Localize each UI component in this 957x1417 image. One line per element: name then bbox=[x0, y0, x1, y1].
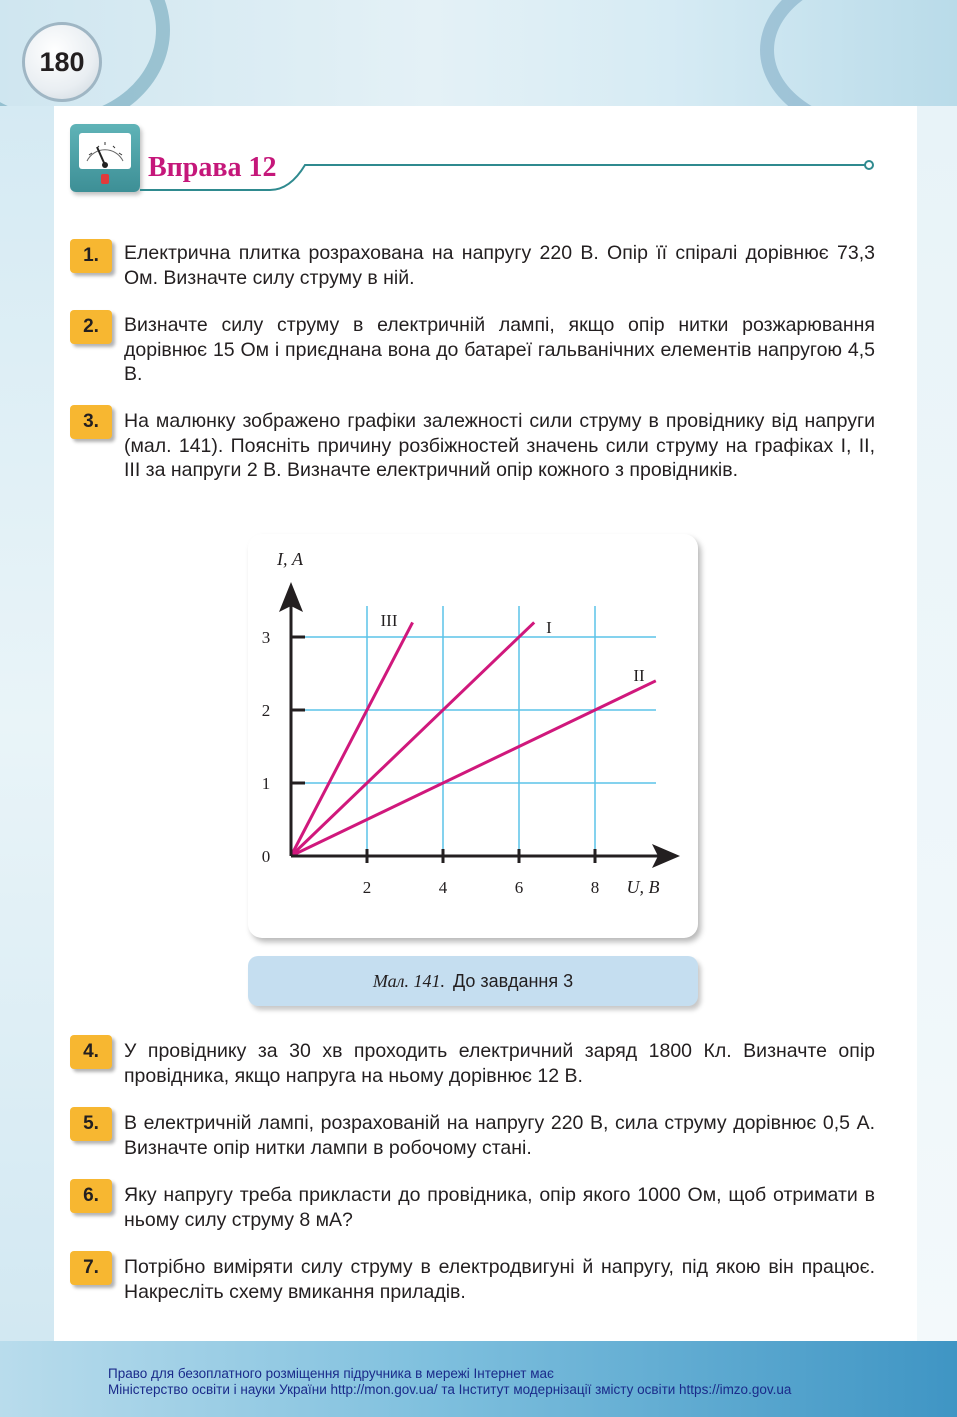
series-label-III: III bbox=[380, 611, 398, 630]
task-text: На малюнку зображено графіки залежності сили струму в провіднику від напруги (мал. 141). Поясніть причину розбіжностей значень сили струму на графіках І, ІІ, ІІІ за напруги 2 В. Визначте електричний опір кожного з провідників. bbox=[124, 410, 875, 481]
task-text: Визначте силу струму в електричній лампі, якщо опір нитки розжарювання дорівнює 15 Ом і приєднана вона до батареї гальванічних елементів напругою 4,5 В. bbox=[124, 314, 875, 385]
series-line-I bbox=[291, 622, 534, 856]
page-number-badge bbox=[22, 22, 102, 102]
x-axis-label: U, В bbox=[626, 877, 660, 897]
task-number-badge: 4. bbox=[70, 1035, 112, 1069]
copyright-footer bbox=[108, 1366, 928, 1398]
series-line-II bbox=[291, 681, 656, 856]
x-tick-label: 8 bbox=[590, 878, 600, 897]
figure-caption bbox=[248, 956, 698, 1006]
x-tick-label: 2 bbox=[362, 878, 372, 897]
ammeter-icon bbox=[70, 124, 140, 192]
task-number-badge: 2. bbox=[70, 310, 112, 344]
x-tick-label: 6 bbox=[514, 878, 524, 897]
task-text: В електричній лампі, розрахованій на напругу 220 В, сила струму дорівнює 0,5 А. Визначте опір нитки лампи в робочому стані. bbox=[124, 1112, 875, 1159]
y-tick-label: 1 bbox=[261, 774, 271, 793]
task-number-badge: 6. bbox=[70, 1179, 112, 1213]
x-tick-label: 4 bbox=[438, 878, 448, 897]
footer-line-2: Міністерство освіти і науки України http://mon.gov.ua/ та Інститут модернізації змісту освіти https://imzo.gov.ua bbox=[108, 1382, 792, 1397]
right-decorative-band bbox=[917, 106, 957, 1341]
meter-face bbox=[79, 133, 131, 169]
figure-caption-label: Мал. 141. bbox=[372, 970, 445, 991]
y-tick-label: 3 bbox=[261, 628, 271, 647]
left-decorative-band bbox=[0, 106, 54, 1341]
page-number: 180 bbox=[39, 46, 85, 77]
task-text: Електрична плитка розрахована на напругу 220 В. Опір її спіралі дорівнює 73,3 Ом. Визначте силу струму в ній. bbox=[124, 242, 875, 289]
task-number-badge: 1. bbox=[70, 239, 112, 273]
figure-caption-text: До завдання 3 bbox=[452, 970, 574, 991]
task-text: Яку напругу треба прикласти до провідника, опір якого 1000 Ом, щоб отримати в ньому силу струму 8 мА? bbox=[124, 1184, 875, 1231]
series-label-I: I bbox=[546, 618, 552, 637]
exercise-title: Вправа 12 bbox=[148, 152, 277, 183]
current-voltage-chart bbox=[248, 534, 698, 938]
task-text: Потрібно виміряти силу струму в електродвигуні й напругу, під якою він працює. Накресліть схему вмикання приладів. bbox=[124, 1256, 875, 1303]
y-tick-label: 2 bbox=[261, 701, 271, 720]
task-number-badge: 5. bbox=[70, 1107, 112, 1141]
task-number-badge: 7. bbox=[70, 1251, 112, 1285]
top-decorative-band bbox=[0, 0, 957, 106]
series-line-III bbox=[291, 622, 413, 856]
task-text: У провіднику за 30 хв проходить електричний заряд 1800 Кл. Визначте опір провідника, якщо напруга на ньому дорівнює 12 В. bbox=[124, 1040, 875, 1087]
figure-141 bbox=[248, 534, 698, 938]
y-axis-label: I, А bbox=[277, 549, 303, 569]
origin-label: 0 bbox=[261, 847, 271, 866]
series-label-II: II bbox=[633, 666, 645, 685]
task-number-badge: 3. bbox=[70, 405, 112, 439]
footer-line-1: Право для безоплатного розміщення підручника в мережі Інтернет має bbox=[108, 1366, 554, 1381]
